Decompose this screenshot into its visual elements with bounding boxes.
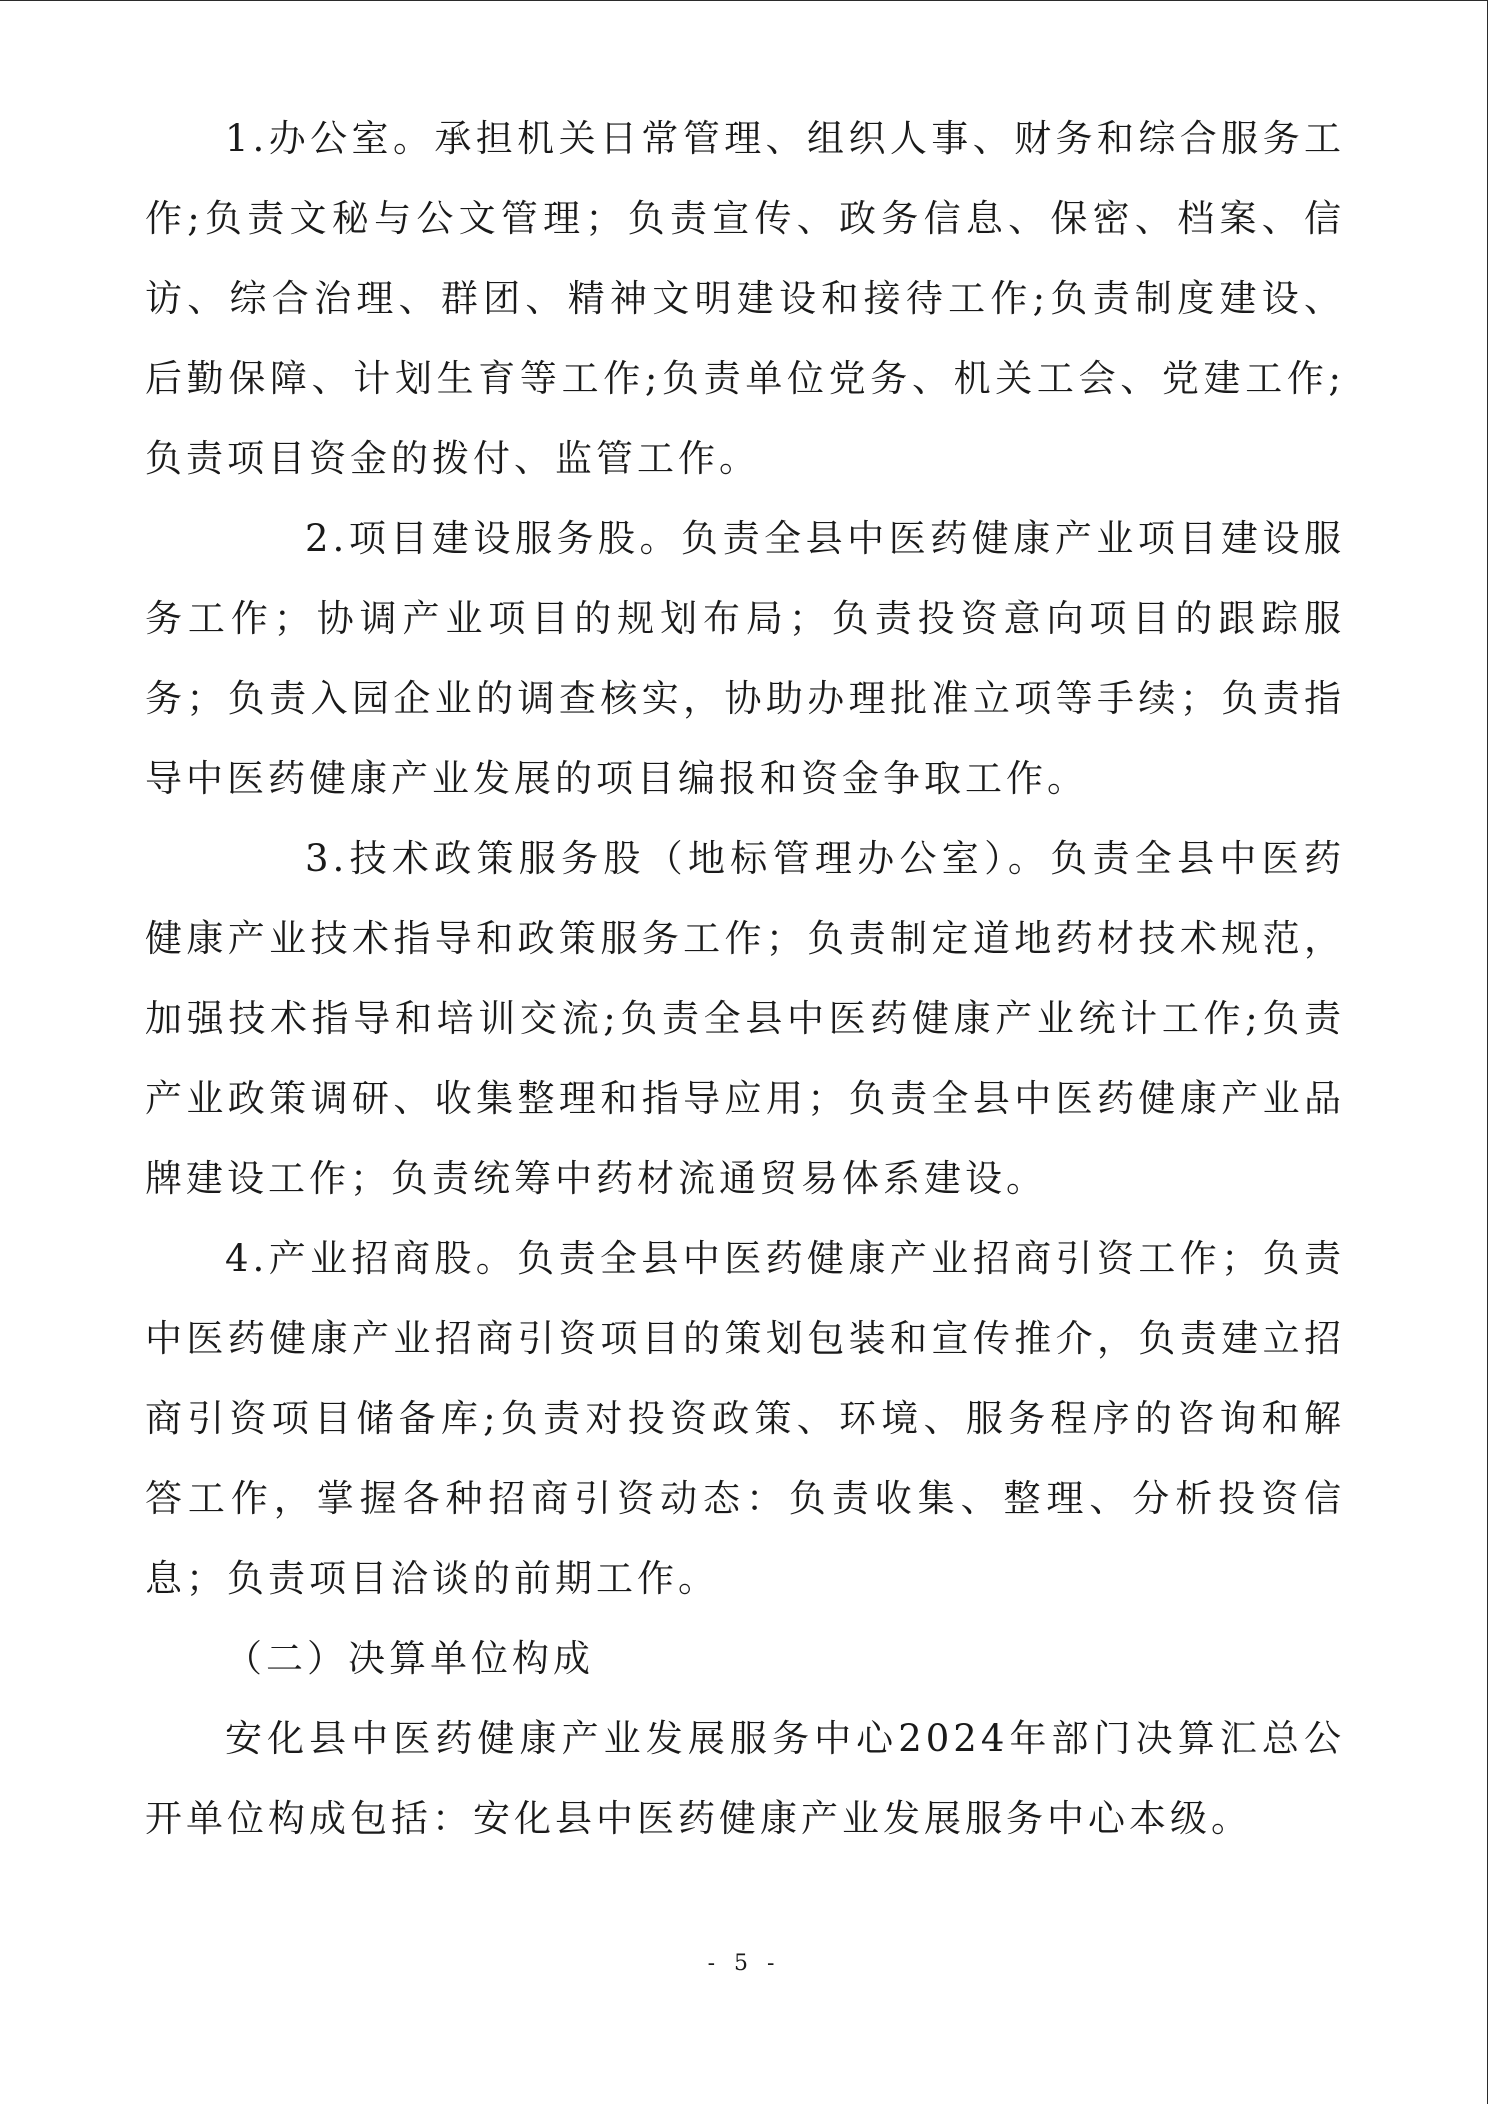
paragraph-project-construction: 2.项目建设服务股。负责全县中医药健康产业项目建设服务工作；协调产业项目的规划布局；负责投资意向项目的跟踪服务；负责入园企业的调查核实，协助办理批准立项等手续；负责指导中医药健康产业发展的项目编报和资金争取工作。 (145, 517, 1345, 800)
paragraph-technical-policy: 3.技术政策服务股（地标管理办公室）。负责全县中医药健康产业技术指导和政策服务工作；负责制定道地药材技术规范，加强技术指导和培训交流;负责全县中医药健康产业统计工作;负责产业政策调研、收集整理和指导应用；负责全县中医药健康产业品牌建设工作；负责统筹中药材流通贸易体系建设。 (145, 837, 1345, 1200)
paragraph-investment: 4.产业招商股。负责全县中医药健康产业招商引资工作；负责中医药健康产业招商引资项目的策划包装和宣传推介，负责建立招商引资项目储备库;负责对投资政策、环境、服务程序的咨询和解答工作，掌握各种招商引资动态：负责收集、整理、分析投资信息；负责项目洽谈的前期工作。 (145, 1237, 1345, 1600)
section-heading: （二）决算单位构成 (225, 1637, 594, 1680)
paragraph-unit-composition: 安化县中医药健康产业发展服务中心2024年部门决算汇总公开单位构成包括：安化县中医药健康产业发展服务中心本级。 (145, 1717, 1345, 1840)
paragraph-office: 1.办公室。承担机关日常管理、组织人事、财务和综合服务工作;负责文秘与公文管理；负责宣传、政务信息、保密、档案、信访、综合治理、群团、精神文明建设和接待工作;负责制度建设、后勤保障、计划生育等工作;负责单位党务、机关工会、党建工作;负责项目资金的拨付、监管工作。 (145, 117, 1345, 480)
page-number: - 5 - (707, 1951, 781, 1976)
document-body (145, 99, 1345, 1859)
